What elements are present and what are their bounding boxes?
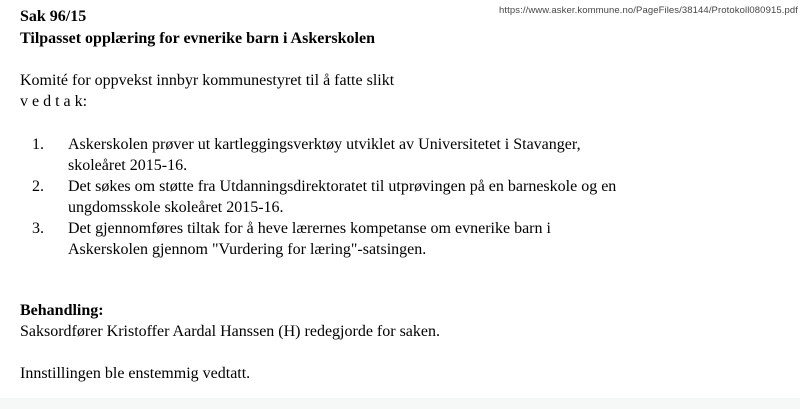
list-item-line: Det søkes om støtte fra Utdanningsdirektoratet til utprøvingen på en barneskole og en <box>68 178 617 195</box>
list-item-text <box>68 218 551 260</box>
source-url-text: https://www.asker.kommune.no/PageFiles/38144/Protokoll080915.pdf <box>499 5 798 16</box>
list-item-text <box>68 176 616 218</box>
intro-line-1: Komité for oppvekst innbyr kommunestyret til å fatte slikt <box>20 72 395 89</box>
decision-text: Innstillingen ble enstemmig vedtatt. <box>20 365 251 382</box>
list-item-number: 2. <box>32 178 44 195</box>
list-item-line: Det gjennomføres tiltak for å heve lærernes kompetanse om evnerike barn i <box>68 220 551 237</box>
list-item-number: 1. <box>32 136 44 153</box>
list-item-text <box>68 134 581 176</box>
list-item <box>32 218 765 260</box>
behandling-text: Saksordfører Kristoffer Aardal Hanssen (H) redegjorde for saken. <box>20 323 440 340</box>
intro-line-2: v e d t a k: <box>20 93 88 110</box>
case-number: Sak 96/15 <box>20 8 87 25</box>
list-item-line: Askerskolen prøver ut kartleggingsverktøy utviklet av Universitetet i Stavanger, <box>68 136 581 153</box>
behandling-section <box>20 300 765 342</box>
list-item <box>32 134 765 176</box>
list-item-line: Askerskolen gjennom "Vurdering for læring"-satsingen. <box>68 241 427 258</box>
resolution-list <box>32 134 765 260</box>
bottom-page-edge <box>0 398 800 409</box>
intro-paragraph <box>20 70 765 112</box>
list-item-line: skoleåret 2015-16. <box>68 157 188 174</box>
document-title: Tilpasset opplæring for evnerike barn i Askerskolen <box>20 30 375 47</box>
list-item <box>32 176 765 218</box>
list-item-line: ungdomsskole skoleåret 2015-16. <box>68 199 284 216</box>
document-body <box>20 6 765 384</box>
list-item-number: 3. <box>32 220 44 237</box>
behandling-heading: Behandling: <box>20 302 104 319</box>
